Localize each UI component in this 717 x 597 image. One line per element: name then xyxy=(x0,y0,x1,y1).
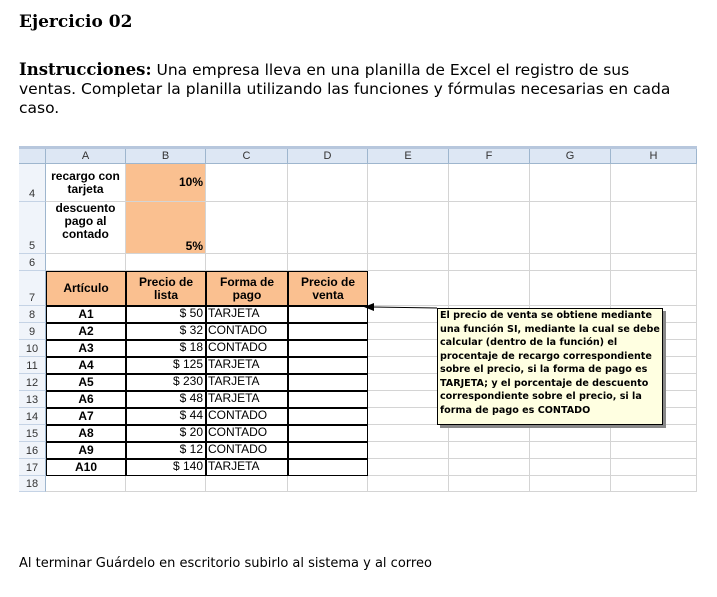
column-header-h[interactable]: H xyxy=(611,149,697,164)
cell[interactable] xyxy=(530,202,611,254)
precio-venta-cell[interactable] xyxy=(288,391,368,408)
cell[interactable] xyxy=(126,476,206,492)
cell[interactable] xyxy=(368,202,449,254)
cell[interactable] xyxy=(368,442,449,459)
row-header-12[interactable]: 12 xyxy=(19,374,46,391)
select-all-corner[interactable] xyxy=(19,149,46,164)
cell[interactable] xyxy=(206,202,288,254)
precio-venta-cell[interactable] xyxy=(288,306,368,323)
cell[interactable] xyxy=(449,476,530,492)
precio-cell[interactable]: $ 44 xyxy=(126,408,206,425)
instructions-text: Una empresa lleva en una planilla de Excel el registro de sus ventas. Completar la planilla utilizando las funciones y fórmulas necesarias en cada caso. xyxy=(19,61,671,117)
row-header-5[interactable]: 5 xyxy=(19,202,46,254)
row-header-10[interactable]: 10 xyxy=(19,340,46,357)
descuento-label-cell[interactable]: descuento pago al contado xyxy=(46,202,126,254)
cell[interactable] xyxy=(530,476,611,492)
precio-venta-cell[interactable] xyxy=(288,357,368,374)
row-header-17[interactable]: 17 xyxy=(19,459,46,476)
forma-cell[interactable]: CONTADO xyxy=(206,323,288,340)
column-header-b[interactable]: B xyxy=(126,149,206,164)
row-header-8[interactable]: 8 xyxy=(19,306,46,323)
precio-cell[interactable]: $ 18 xyxy=(126,340,206,357)
cell[interactable] xyxy=(611,425,697,442)
articulo-cell[interactable]: A1 xyxy=(46,306,126,323)
column-header-e[interactable]: E xyxy=(368,149,449,164)
articulo-cell[interactable]: A5 xyxy=(46,374,126,391)
column-header-g[interactable]: G xyxy=(530,149,611,164)
cell[interactable] xyxy=(368,164,449,202)
forma-cell[interactable]: TARJETA xyxy=(206,306,288,323)
cell[interactable] xyxy=(530,254,611,271)
precio-cell[interactable]: $ 32 xyxy=(126,323,206,340)
cell[interactable] xyxy=(46,254,126,271)
descuento-value-cell[interactable]: 5% xyxy=(126,202,206,254)
cell[interactable] xyxy=(611,164,697,202)
cell[interactable] xyxy=(206,476,288,492)
cell[interactable] xyxy=(611,202,697,254)
precio-venta-cell[interactable] xyxy=(288,459,368,476)
cell[interactable] xyxy=(126,254,206,271)
cell[interactable] xyxy=(530,459,611,476)
articulo-cell[interactable]: A6 xyxy=(46,391,126,408)
row-header-18[interactable]: 18 xyxy=(19,476,46,492)
cell[interactable] xyxy=(368,476,449,492)
cell[interactable] xyxy=(368,271,449,306)
cell[interactable] xyxy=(530,271,611,306)
row-header-15[interactable]: 15 xyxy=(19,425,46,442)
precio-cell[interactable]: $ 140 xyxy=(126,459,206,476)
cell[interactable] xyxy=(449,442,530,459)
precio-venta-cell[interactable] xyxy=(288,340,368,357)
cell[interactable] xyxy=(368,254,449,271)
articulo-cell[interactable]: A3 xyxy=(46,340,126,357)
cell[interactable] xyxy=(449,425,530,442)
precio-cell[interactable]: $ 125 xyxy=(126,357,206,374)
table-header-1[interactable]: Artículo xyxy=(46,271,126,306)
cell[interactable] xyxy=(288,164,368,202)
recargo-label-cell[interactable]: recargo con tarjeta xyxy=(46,164,126,202)
footer-text: Al terminar Guárdelo en escritorio subirlo al sistema y al correo xyxy=(19,556,432,571)
precio-cell[interactable]: $ 50 xyxy=(126,306,206,323)
precio-cell[interactable]: $ 230 xyxy=(126,374,206,391)
cell[interactable] xyxy=(368,425,449,442)
column-header-d[interactable]: D xyxy=(288,149,368,164)
precio-venta-cell[interactable] xyxy=(288,323,368,340)
articulo-cell[interactable]: A9 xyxy=(46,442,126,459)
forma-cell[interactable]: TARJETA xyxy=(206,357,288,374)
forma-cell[interactable]: TARJETA xyxy=(206,391,288,408)
cell[interactable] xyxy=(206,254,288,271)
articulo-cell[interactable]: A8 xyxy=(46,425,126,442)
row-header-11[interactable]: 11 xyxy=(19,357,46,374)
cell[interactable] xyxy=(530,442,611,459)
cell[interactable] xyxy=(288,476,368,492)
row-header-7[interactable]: 7 xyxy=(19,271,46,306)
cell[interactable] xyxy=(449,254,530,271)
precio-cell[interactable]: $ 48 xyxy=(126,391,206,408)
cell[interactable] xyxy=(449,164,530,202)
cell[interactable] xyxy=(288,202,368,254)
cell[interactable] xyxy=(449,271,530,306)
column-header-f[interactable]: F xyxy=(449,149,530,164)
row-header-9[interactable]: 9 xyxy=(19,323,46,340)
table-header-2[interactable]: Precio de lista xyxy=(126,271,206,306)
cell[interactable] xyxy=(206,164,288,202)
spreadsheet xyxy=(19,146,697,492)
forma-cell[interactable]: CONTADO xyxy=(206,425,288,442)
cell[interactable] xyxy=(530,425,611,442)
cell[interactable] xyxy=(611,442,697,459)
column-header-a[interactable]: A xyxy=(46,149,126,164)
forma-cell[interactable]: TARJETA xyxy=(206,374,288,391)
cell[interactable] xyxy=(530,164,611,202)
precio-venta-cell[interactable] xyxy=(288,374,368,391)
cell[interactable] xyxy=(611,254,697,271)
forma-cell[interactable]: CONTADO xyxy=(206,408,288,425)
precio-venta-cell[interactable] xyxy=(288,442,368,459)
forma-cell[interactable]: CONTADO xyxy=(206,442,288,459)
cell[interactable] xyxy=(46,476,126,492)
precio-venta-cell[interactable] xyxy=(288,425,368,442)
cell[interactable] xyxy=(368,459,449,476)
cell[interactable] xyxy=(288,254,368,271)
comment-note: El precio de venta se obtiene mediante una función SI, mediante la cual se debe calcular (dentro de la función) el procentaje de recargo correspondiente sobre el precio, si la forma de pago es TARJETA; y el porcentaje de descuento correspondiente sobre el precio, si la forma de pago es CONTADO xyxy=(437,308,663,425)
instructions xyxy=(19,60,689,118)
table-header-3[interactable]: Forma de pago xyxy=(206,271,288,306)
cell[interactable] xyxy=(611,271,697,306)
articulo-cell[interactable]: A7 xyxy=(46,408,126,425)
articulo-cell[interactable]: A10 xyxy=(46,459,126,476)
exercise-title: Ejercicio 02 xyxy=(19,12,133,32)
row-header-14[interactable]: 14 xyxy=(19,408,46,425)
cell[interactable] xyxy=(449,202,530,254)
recargo-value-cell[interactable]: 10% xyxy=(126,164,206,202)
cell[interactable] xyxy=(611,459,697,476)
precio-venta-cell[interactable] xyxy=(288,408,368,425)
articulo-cell[interactable]: A4 xyxy=(46,357,126,374)
row-header-13[interactable]: 13 xyxy=(19,391,46,408)
cell[interactable] xyxy=(611,476,697,492)
precio-cell[interactable]: $ 12 xyxy=(126,442,206,459)
cell[interactable] xyxy=(449,459,530,476)
articulo-cell[interactable]: A2 xyxy=(46,323,126,340)
column-header-c[interactable]: C xyxy=(206,149,288,164)
instructions-label: Instrucciones: xyxy=(19,60,152,79)
precio-cell[interactable]: $ 20 xyxy=(126,425,206,442)
row-header-16[interactable]: 16 xyxy=(19,442,46,459)
forma-cell[interactable]: TARJETA xyxy=(206,459,288,476)
table-header-4[interactable]: Precio de venta xyxy=(288,271,368,306)
row-header-6[interactable]: 6 xyxy=(19,254,46,271)
row-header-4[interactable]: 4 xyxy=(19,164,46,202)
forma-cell[interactable]: CONTADO xyxy=(206,340,288,357)
